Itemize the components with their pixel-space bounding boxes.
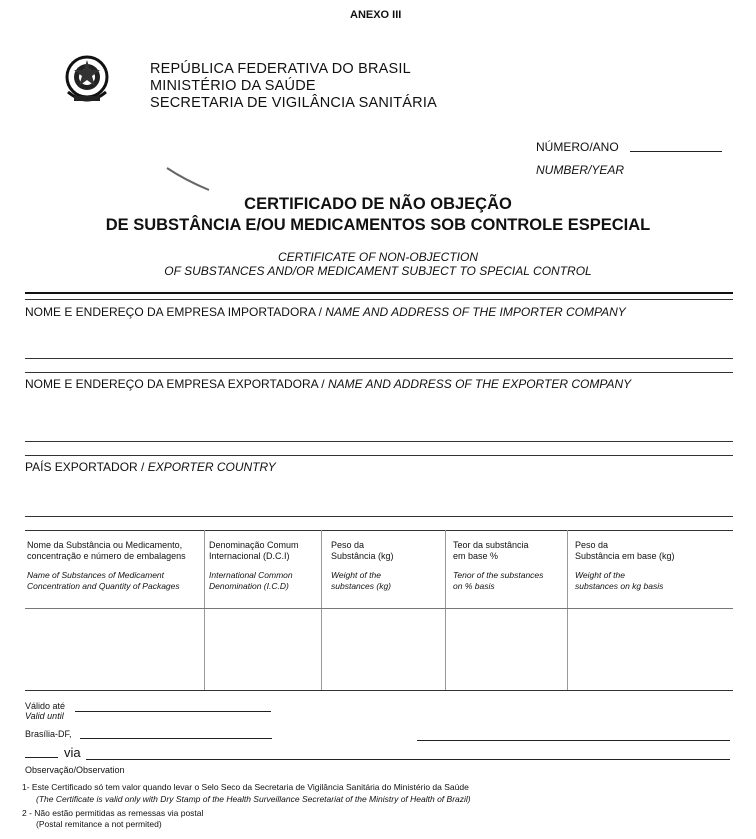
column-label-pt: Internacional (D.C.I) (209, 551, 290, 561)
header-republic: REPÚBLICA FEDERATIVA DO BRASIL (150, 61, 411, 77)
exporter-field[interactable] (25, 441, 733, 442)
column-label-en: Tenor of the substances (453, 570, 544, 580)
number-year-label: NÚMERO/ANO (536, 140, 619, 154)
certificate-title: CERTIFICADO DE NÃO OBJEÇÃO (244, 195, 512, 213)
country-label-pt: PAÍS EXPORTADOR / (25, 460, 148, 474)
divider (25, 455, 733, 456)
column-label-en: International Common (209, 570, 293, 580)
annex-label: ANEXO III (350, 9, 402, 21)
table-header-dci (209, 540, 319, 591)
exporter-label-en: NAME AND ADDRESS OF THE EXPORTER COMPANY (327, 377, 632, 391)
table-header-divider (25, 608, 733, 609)
note-1-en: (The Certificate is valid only with Dry Stamp of the Health Surveillance Secretariat of the Ministry of Health of Brazil) (36, 794, 471, 804)
pen-mark (165, 166, 213, 194)
signature-field[interactable] (417, 740, 730, 741)
column-label-en: on % basis (453, 580, 495, 591)
via-field[interactable] (86, 759, 730, 760)
table-bottom-rule (25, 690, 733, 691)
table-header-base-weight (575, 540, 735, 591)
valid-until-label-en: Valid until (25, 711, 64, 721)
country-label-en: EXPORTER COUNTRY (147, 460, 276, 474)
column-label-pt: em base % (453, 551, 499, 561)
date-field[interactable] (80, 738, 272, 739)
column-label-pt: Substância (kg) (331, 551, 394, 561)
column-label-en: Weight of the (331, 570, 381, 580)
importer-label-en: NAME AND ADDRESS OF THE IMPORTER COMPANY (325, 305, 626, 319)
column-label-pt: Substância em base (kg) (575, 551, 675, 561)
column-label-en: substances (kg) (331, 580, 391, 591)
header-ministry: MINISTÉRIO DA SAÚDE (150, 78, 316, 94)
importer-field[interactable] (25, 358, 733, 359)
number-year-label-en: NUMBER/YEAR (536, 163, 625, 177)
coat-of-arms-icon (60, 52, 114, 106)
column-label-pt: Denominação Comum (209, 540, 299, 550)
certificate-subtitle: CERTIFICATE OF NON-OBJECTION (277, 250, 478, 264)
valid-until-label: Válido até (25, 701, 66, 711)
importer-label (25, 305, 626, 319)
table-header-weight (331, 540, 443, 591)
place-label: Brasília-DF, (25, 729, 72, 739)
header-secretariat: SECRETARIA DE VIGILÂNCIA SANITÁRIA (150, 95, 437, 111)
column-label-en: substances on kg basis (575, 580, 664, 591)
column-label-pt: Peso da (331, 540, 365, 550)
via-count-field[interactable] (25, 757, 58, 758)
column-label-pt: concentração e número de embalagens (27, 551, 186, 561)
valid-until-field[interactable] (75, 711, 271, 712)
table-row[interactable] (27, 612, 727, 688)
column-label-en: Denomination (I.C.D) (209, 580, 289, 591)
number-year-field[interactable] (630, 151, 722, 152)
table-header-substance (27, 540, 202, 591)
note-2: 2 - Não estão permitidas as remessas via postal (22, 808, 204, 818)
column-label-en: Weight of the (575, 570, 625, 580)
exporter-label (25, 377, 631, 391)
divider (25, 292, 733, 294)
table-header-tenor (453, 540, 565, 591)
column-label-en: Name of Substances of Medicament (27, 570, 165, 580)
divider (25, 372, 733, 373)
column-label-pt: Teor da substância (453, 540, 529, 550)
certificate-subtitle-line2: OF SUBSTANCES AND/OR MEDICAMENT SUBJECT TO SPECIAL CONTROL (164, 264, 592, 278)
note-1: 1- Este Certificado só tem valor quando levar o Selo Seco da Secretaria de Vigilância Sanitária do Ministério da Saúde (22, 782, 469, 792)
importer-label-pt: NOME E ENDEREÇO DA EMPRESA IMPORTADORA / (25, 305, 326, 319)
column-label-pt: Peso da (575, 540, 609, 550)
certificate-title-line2: DE SUBSTÂNCIA E/OU MEDICAMENTOS SOB CONTROLE ESPECIAL (105, 216, 651, 234)
divider (25, 299, 733, 300)
divider (25, 530, 733, 531)
exporter-label-pt: NOME E ENDEREÇO DA EMPRESA EXPORTADORA / (25, 377, 328, 391)
column-label-pt: Nome da Substância ou Medicamento, (27, 540, 183, 550)
observation-label: Observação/Observation (25, 765, 125, 775)
country-label (25, 460, 276, 474)
country-field[interactable] (25, 516, 733, 517)
via-label: via (64, 745, 81, 760)
note-2-en: (Postal remitance a not permited) (36, 819, 162, 829)
column-label-en: Concentration and Quantity of Packages (27, 580, 180, 591)
